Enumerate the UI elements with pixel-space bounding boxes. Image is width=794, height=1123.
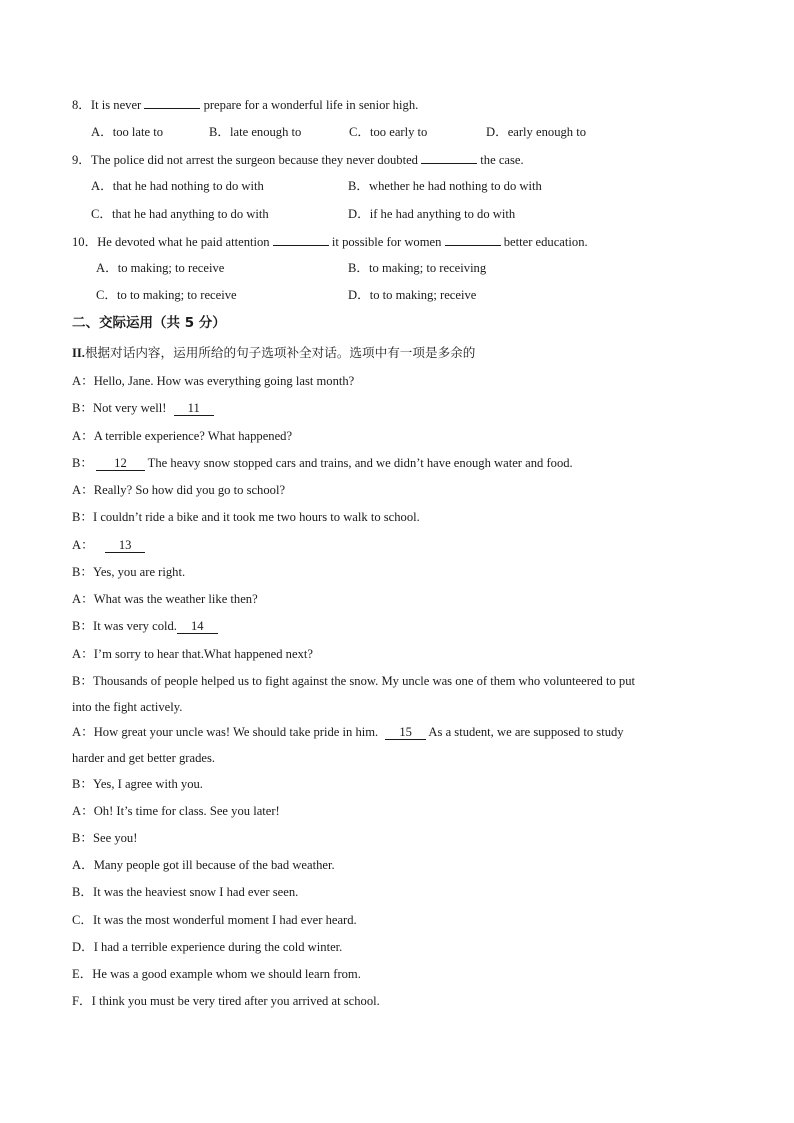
answer-blank[interactable] <box>144 96 200 109</box>
line-text: Hello, Jane. How was everything going last month? <box>93 374 355 388</box>
option-9c[interactable]: C．that he had anything to do with <box>91 207 269 221</box>
option-10c[interactable]: C．to to making; to receive <box>96 288 237 302</box>
line-text: It was very cold. <box>93 619 177 633</box>
option-10b[interactable]: B．to making; to receiving <box>348 261 487 275</box>
speaker-label: B： <box>72 510 93 524</box>
option-9b[interactable]: B．whether he had nothing to do with <box>348 179 542 193</box>
choice-c[interactable]: C．It was the most wonderful moment I had ever heard. <box>72 913 357 927</box>
speaker-label: A： <box>72 804 94 818</box>
line-text: Yes, I agree with you. <box>93 777 203 791</box>
dialogue-line <box>72 509 420 525</box>
answer-blank-13[interactable]: 13 <box>105 539 146 553</box>
line-text: The heavy snow stopped cars and trains, and we didn’t have enough water and food. <box>147 456 573 470</box>
speaker-label: B： <box>72 401 93 415</box>
choice-a[interactable]: A．Many people got ill because of the bad weather. <box>72 858 335 872</box>
option-8c[interactable]: C．too early to <box>349 125 428 139</box>
dialogue-line <box>72 482 285 498</box>
answer-blank-15[interactable]: 15 <box>385 726 426 740</box>
answer-blank[interactable] <box>273 233 329 246</box>
line-text: I couldn’t ride a bike and it took me two hours to walk to school. <box>93 510 420 524</box>
answer-blank[interactable] <box>421 151 477 164</box>
answer-blank-12[interactable]: 12 <box>96 457 145 471</box>
line-text: Yes, you are right. <box>93 565 186 579</box>
line-text: Not very well! <box>93 401 167 415</box>
question-9 <box>72 151 524 168</box>
dialogue-line-continued: harder and get better grades. <box>72 751 216 765</box>
speaker-label: A： <box>72 483 94 497</box>
dialogue-line <box>72 830 137 846</box>
section-title: 二、交际运用（共 5 分） <box>72 315 226 331</box>
choice-b[interactable]: B．It was the heaviest snow I had ever seen. <box>72 885 299 899</box>
roman-numeral: II. <box>72 346 85 360</box>
instruction-text: 根据对话内容，运用所给的句子选项补全对话。选项中有一项是多余的 <box>84 345 476 360</box>
answer-blank-11[interactable]: 11 <box>174 402 214 416</box>
question-number: 9． <box>72 153 91 167</box>
speaker-label: B： <box>72 777 93 791</box>
dialogue-line <box>72 776 203 792</box>
option-8b[interactable]: B．late enough to <box>209 125 302 139</box>
dialogue-line <box>72 400 214 416</box>
option-8a[interactable]: A．too late to <box>91 125 164 139</box>
speaker-label: A： <box>72 647 94 661</box>
dialogue-line <box>72 591 258 607</box>
speaker-label: A： <box>72 725 94 739</box>
dialogue-line <box>72 428 292 444</box>
dialogue-line <box>72 537 145 553</box>
option-9d[interactable]: D．if he had anything to do with <box>348 207 516 221</box>
dialogue-line-continued: into the fight actively. <box>72 700 183 714</box>
question-stem: better education. <box>503 235 588 249</box>
option-10d[interactable]: D．to to making; receive <box>348 288 477 302</box>
choice-e[interactable]: E．He was a good example whom we should learn from. <box>72 967 361 981</box>
question-stem: prepare for a wonderful life in senior high. <box>203 98 419 112</box>
question-stem: It is never <box>90 98 142 112</box>
question-stem: He devoted what he paid attention <box>97 235 270 249</box>
option-10a[interactable]: A．to making; to receive <box>96 261 225 275</box>
dialogue-line <box>72 646 313 662</box>
question-8 <box>72 96 418 113</box>
question-number: 10． <box>72 235 98 249</box>
dialogue-line <box>72 564 185 580</box>
speaker-label: A： <box>72 429 94 443</box>
section-instruction <box>72 345 475 361</box>
dialogue-line <box>72 803 280 819</box>
line-text: How great your uncle was! We should take pride in him. <box>93 725 379 739</box>
dialogue-line <box>72 673 635 689</box>
option-8d[interactable]: D．early enough to <box>486 125 587 139</box>
speaker-label: B： <box>72 619 93 633</box>
speaker-label: A： <box>72 374 94 388</box>
choice-f[interactable]: F．I think you must be very tired after you arrived at school. <box>72 994 380 1008</box>
dialogue-line <box>72 373 354 389</box>
dialogue-line <box>72 455 573 471</box>
option-9a[interactable]: A．that he had nothing to do with <box>91 179 264 193</box>
question-10 <box>72 233 588 250</box>
answer-blank-14[interactable]: 14 <box>177 620 218 634</box>
line-text: As a student, we are supposed to study <box>428 725 624 739</box>
dialogue-line <box>72 618 218 634</box>
line-text: Really? So how did you go to school? <box>93 483 286 497</box>
question-stem: the case. <box>480 153 524 167</box>
question-stem: The police did not arrest the surgeon because they never doubted <box>90 153 418 167</box>
answer-blank[interactable] <box>445 233 501 246</box>
speaker-label: B： <box>72 674 93 688</box>
line-text: I’m sorry to hear that.What happened next? <box>93 647 313 661</box>
speaker-label: B： <box>72 565 93 579</box>
line-text: What was the weather like then? <box>93 592 258 606</box>
dialogue-line <box>72 724 624 740</box>
choice-d[interactable]: D．I had a terrible experience during the cold winter. <box>72 940 343 954</box>
question-stem: it possible for women <box>331 235 442 249</box>
question-number: 8． <box>72 98 91 112</box>
speaker-label: A： <box>72 538 94 552</box>
speaker-label: B： <box>72 456 93 470</box>
speaker-label: A： <box>72 592 94 606</box>
line-text: A terrible experience? What happened? <box>93 429 293 443</box>
line-text: Thousands of people helped us to fight against the snow. My uncle was one of them who volunteered to put <box>93 674 636 688</box>
line-text: See you! <box>93 831 138 845</box>
speaker-label: B： <box>72 831 93 845</box>
line-text: Oh! It’s time for class. See you later! <box>93 804 280 818</box>
